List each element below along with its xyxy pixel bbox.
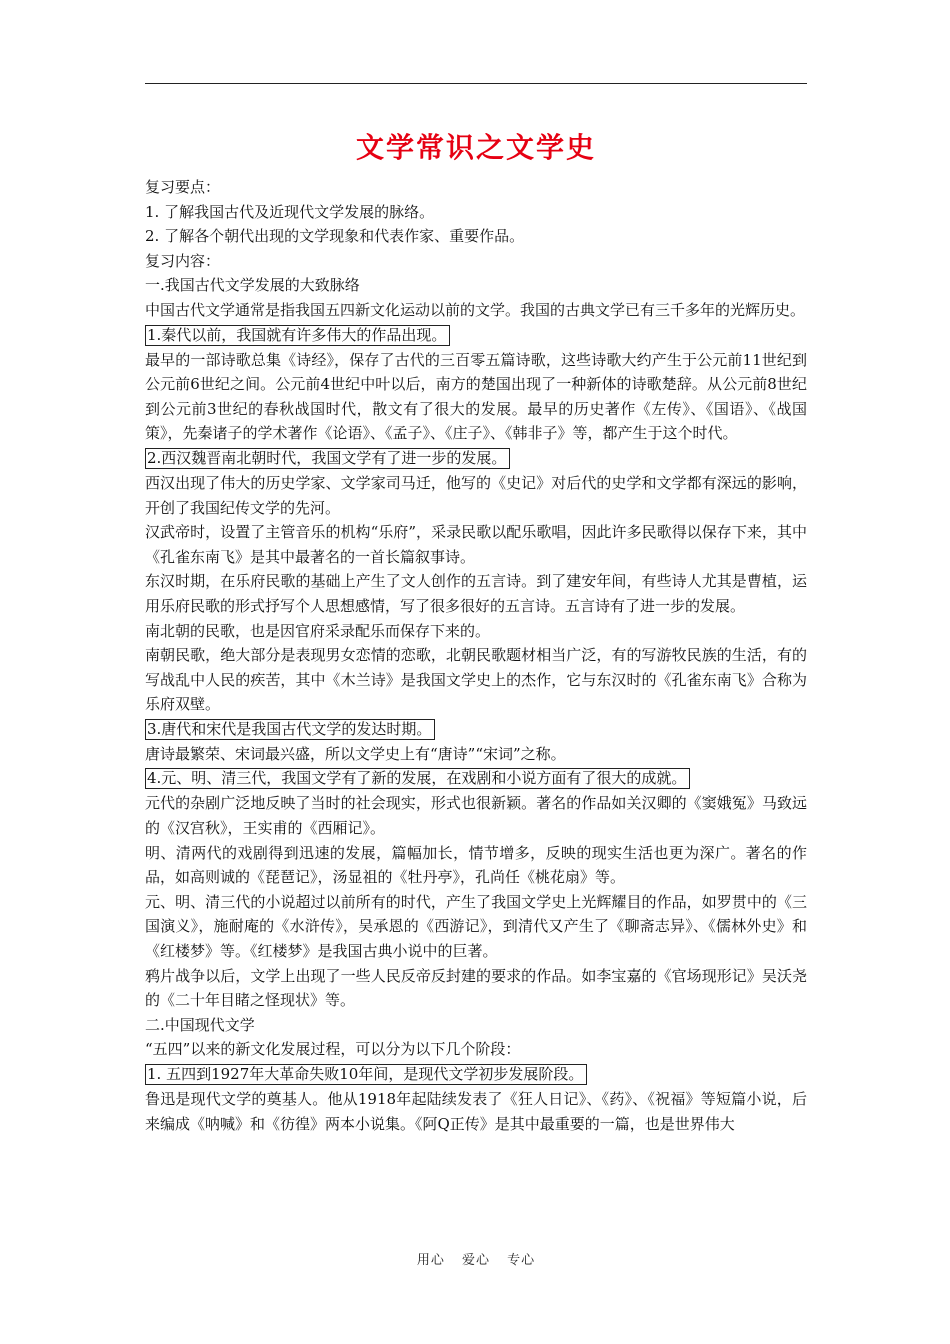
document-title: 文学常识之文学史: [355, 131, 596, 164]
section-heading-boxed: [145, 446, 807, 471]
header-rule: [145, 83, 807, 84]
body-paragraph: 南北朝的民歌，也是因官府采录配乐而保存下来的。: [145, 621, 491, 640]
section-heading-boxed: [145, 323, 807, 348]
body-paragraph: “五四”以来的新文化发展过程，可以分为以下几个阶段：: [145, 1040, 521, 1059]
boxed-heading-text: 1.秦代以前，我国就有许多伟大的作品出现。: [145, 325, 450, 346]
footer-text-2: 爱心: [461, 1253, 490, 1268]
footer-text-3: 专心: [507, 1253, 536, 1268]
body-paragraph: 元、明、清三代的小说超过以前所有的时代，产生了我国文学史上光辉耀目的作品，如罗贯中的《三国演义》，施耐庵的《水浒传》，吴承恩的《西游记》，到清代又产生了《聊斋志异》、《儒林外史》和《红楼梦》等。《红楼梦》是我国古典小说中的巨著。: [145, 892, 807, 961]
body-paragraph: 鸦片战争以后，文学上出现了一些人民反帝反封建的要求的作品。如李宝嘉的《官场现形记》吴沃尧的《二十年目睹之怪现状》等。: [145, 966, 807, 1010]
body-paragraph: 东汉时期，在乐府民歌的基础上产生了文人创作的五言诗。到了建安年间，有些诗人尤其是曹植，运用乐府民歌的形式抒写个人思想感情，写了很多很好的五言诗。五言诗有了进一步的发展。: [145, 572, 807, 615]
body-paragraph: 2. 了解各个朝代出现的文学现象和代表作家、重要作品。: [145, 227, 525, 246]
body-paragraph: 明、清两代的戏剧得到迅速的发展，篇幅加长，情节增多，反映的现实生活也更为深广。著名的作品，如高则诚的《琵琶记》，汤显祖的《牡丹亭》，孔尚任《桃花扇》等。: [145, 843, 807, 887]
body-paragraph: 唐诗最繁荣、宋词最兴盛，所以文学史上有“唐诗”“宋词”之称。: [145, 744, 566, 763]
body-paragraph: 最早的一部诗歌总集《诗经》，保存了古代的三百零五篇诗歌，这些诗歌大约产生于公元前11世纪到公元前6世纪之间。公元前4世纪中叶以后，南方的楚国出现了一种新体的诗歌楚辞。从公元前8世纪到公元前3世纪的春秋战国时代，散文有了很大的发展。最早的历史著作《左传》、《国语》、《战国策》，先秦诸子的学术著作《论语》、《孟子》、《庄子》、《韩非子》等，都产生于这个时代。: [145, 350, 807, 443]
body-paragraph: 1. 了解我国古代及近现代文学发展的脉络。: [145, 202, 435, 221]
body-paragraph: 元代的杂剧广泛地反映了当时的社会现实，形式也很新颖。著名的作品如关汉卿的《窦娥冤》马致远的《汉宫秋》，王实甫的《西厢记》。: [145, 794, 807, 838]
body-paragraph: 西汉出现了伟大的历史学家、文学家司马迁，他写的《史记》对后代的史学和文学都有深远的影响，开创了我国纪传文学的先河。: [145, 473, 807, 517]
footer-text-1: 用心: [416, 1253, 445, 1268]
section-heading-boxed: [145, 717, 807, 742]
body-paragraph: 汉武帝时，设置了主管音乐的机构“乐府”，采录民歌以配乐歌唱，因此许多民歌得以保存下来，其中《孔雀东南飞》是其中最著名的一首长篇叙事诗。: [145, 523, 807, 566]
boxed-heading-text: 3.唐代和宋代是我国古代文学的发达时期。: [145, 719, 435, 740]
body-paragraph: 二.中国现代文学: [145, 1015, 255, 1034]
document-body: [145, 175, 807, 1136]
section-heading-boxed: [145, 766, 807, 791]
body-paragraph: 复习内容：: [145, 251, 221, 270]
boxed-heading-text: 2.西汉魏晋南北朝时代，我国文学有了进一步的发展。: [145, 448, 510, 469]
body-paragraph: 鲁迅是现代文学的奠基人。他从1918年起陆续发表了《狂人日记》、《药》、《祝福》等短篇小说，后来编成《呐喊》和《彷徨》两本小说集。《阿Q正传》是其中最重要的一篇，也是世界伟大: [145, 1090, 807, 1133]
body-paragraph: 一.我国古代文学发展的大致脉络: [145, 276, 360, 295]
body-paragraph: 中国古代文学通常是指我国五四新文化运动以前的文学。我国的古典文学已有三千多年的光辉历史。: [145, 300, 806, 319]
boxed-heading-text: 1. 五四到1927年大革命失败10年间，是现代文学初步发展阶段。: [145, 1064, 587, 1085]
page-footer: [145, 1249, 807, 1268]
body-paragraph: 南朝民歌，绝大部分是表现男女恋情的恋歌，北朝民歌题材相当广泛，有的写游牧民族的生活，有的写战乱中人民的疾苦，其中《木兰诗》是我国文学史上的杰作，它与东汉时的《孔雀东南飞》合称为乐府双壁。: [145, 646, 807, 714]
section-heading-boxed: [145, 1062, 807, 1087]
body-paragraph: 复习要点：: [145, 178, 221, 196]
boxed-heading-text: 4.元、明、清三代，我国文学有了新的发展，在戏剧和小说方面有了很大的成就。: [145, 768, 690, 789]
